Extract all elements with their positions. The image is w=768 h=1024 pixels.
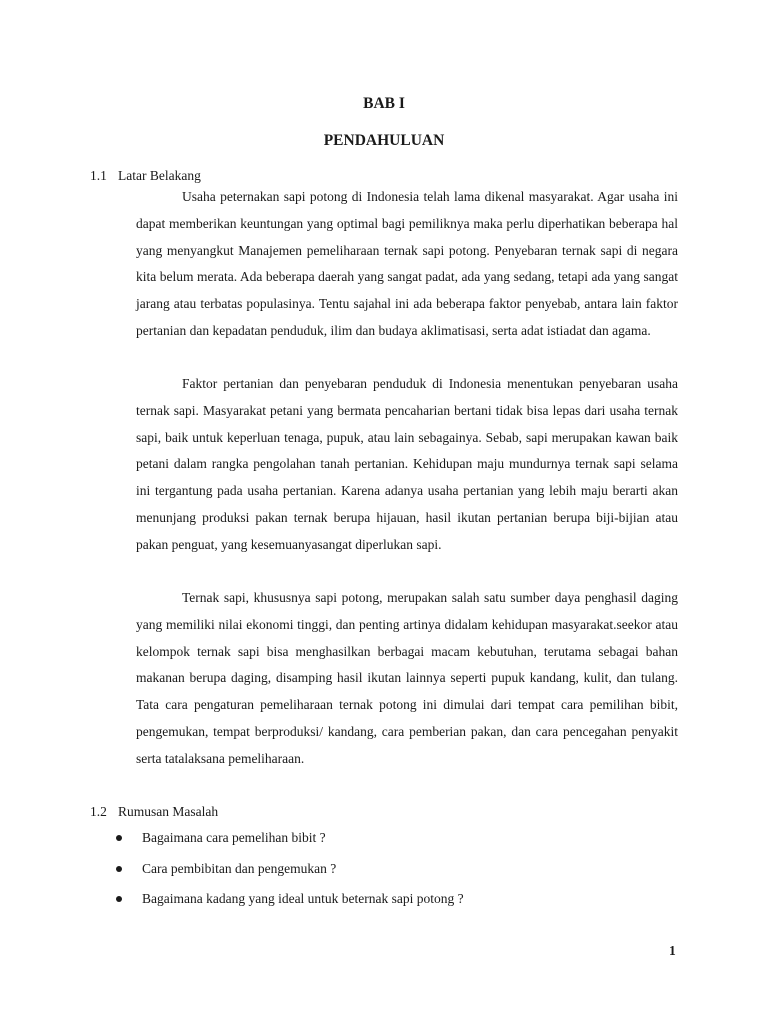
section-number: 1.2 xyxy=(90,804,107,819)
paragraph: Ternak sapi, khususnya sapi potong, merupakan salah satu sumber daya penghasil daging yang memiliki nilai ekonomi tinggi, dan penting artinya didalam kehidupan masyarakat.seekor atau kelompok ternak sapi bisa menghasilkan berbagai macam kebutuhan, terutama sebagai bahan makanan berupa daging, disamping hasil ikutan lainnya seperti pupuk kandang, kulit, dan tulang. Tata cara pengaturan pemeliharaan ternak potong ini dimulai dari tempat cara pemilihan bibit, pengemukan, tempat berproduksi/ kandang, cara pemberian pakan, dan cara pencegahan penyakit serta tatalaksana pemeliharaan. xyxy=(136,590,678,766)
list-item xyxy=(116,859,464,890)
bullet-icon xyxy=(116,835,122,841)
paragraph: Usaha peternakan sapi potong di Indonesia telah lama dikenal masyarakat. Agar usaha ini dapat memberikan keuntungan yang optimal bagi pemiliknya maka perlu diperhatikan beberapa hal yang menyangkut Manajemen pemeliharaan ternak sapi potong. Penyebaran ternak sapi di negara kita belum merata. Ada beberapa daerah yang sangat padat, ada yang sedang, tetapi ada yang sangat jarang atau terbatas populasinya. Tentu sajahal ini ada beberapa faktor penyebab, antara lain faktor pertanian dan kepadatan penduduk, ilim dan budaya aklimatisasi, serta adat istiadat dan agama. xyxy=(136,189,678,338)
list-item xyxy=(116,889,464,920)
bullet-icon xyxy=(116,896,122,902)
page-number: 1 xyxy=(669,943,676,958)
section-title: Rumusan Masalah xyxy=(118,804,219,819)
list-item-text: Bagaimana cara pemelihan bibit ? xyxy=(142,830,326,845)
list-item xyxy=(116,828,464,859)
paragraph: Faktor pertanian dan penyebaran penduduk di Indonesia menentukan penyebaran usaha ternak sapi. Masyarakat petani yang bermata pencaharian bertani tidak bisa lepas dari usaha ternak sapi, baik untuk keperluan tenaga, pupuk, atau lain sebagainya. Sebab, sapi merupakan kawan baik petani dalam rangka pengolahan tanah pertanian. Kehidupan maju mundurnya ternak sapi selama ini tergantung pada usaha pertanian. Karena adanya usaha pertanian yang lebih maju berarti akan menunjang produksi pakan ternak berupa hijauan, hasil ikutan pertanian berupa biji-bijian atau pakan penguat, yang kesemuanyasangat diperlukan sapi. xyxy=(136,376,678,552)
problem-list xyxy=(116,828,464,920)
chapter-title: PENDAHULUAN xyxy=(323,132,445,149)
chapter-number: BAB I xyxy=(363,95,405,112)
section-heading-latar-belakang xyxy=(90,168,201,184)
section-heading-rumusan-masalah xyxy=(90,804,218,820)
list-item-text: Bagaimana kadang yang ideal untuk beternak sapi potong ? xyxy=(142,891,464,906)
bullet-icon xyxy=(116,866,122,872)
section-number: 1.1 xyxy=(90,168,107,183)
list-item-text: Cara pembibitan dan pengemukan ? xyxy=(142,860,337,876)
section-title: Latar Belakang xyxy=(118,168,201,183)
